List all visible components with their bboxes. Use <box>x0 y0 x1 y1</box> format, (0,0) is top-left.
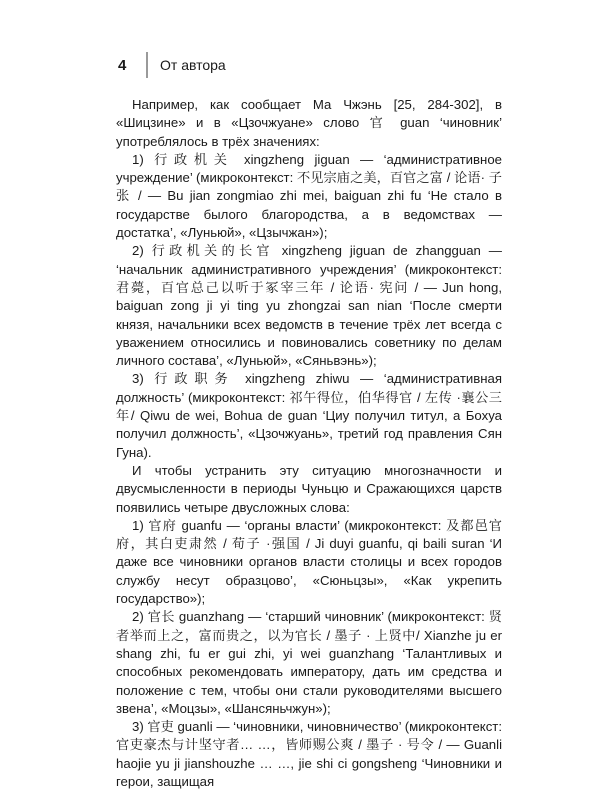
paragraph: И чтобы устранить эту ситуацию многозначности и двусмысленности в периоды Чуньцю и Сражающихся царств появились четыре двусложных слова: <box>116 462 502 515</box>
paragraph: 1) 行政机关 xingzheng jiguan — ‘административное учреждение’ (микроконтекст: 不见宗庙之美，百官之富 / 论语· 子张 / — Bu jian zongmiao zhi mei, baiguan zhi fu ‘Не стало в государстве былого благородства, а в ведомствах — достатка’, «Луньюй», «Цзычжан»); <box>116 151 502 241</box>
paragraph: 1) 官府 guanfu — ‘органы власти’ (микроконтекст: 及都邑官府，其白吏肃然 / 荀子 ·强国 / Ji duyi guanfu, qi baili suran ‘И даже все чиновники органов власти столицы и всех городов службу несут образцово’, «Сюньцзы», «Как укрепить государство»); <box>116 517 502 607</box>
header-divider <box>146 52 148 78</box>
paragraph: Например, как сообщает Ма Чжэнь [25, 284-302], в «Шицзине» и в «Цзочжуане» слово 官 guan ‘чиновник’ употреблялось в трёх значениях: <box>116 97 502 149</box>
running-title: От автора <box>160 57 226 73</box>
paragraph: 2) 行政机关的长官 xingzheng jiguan de zhangguan — ‘начальник административного учреждения’ (микроконтекст: 君薨，百官总己以听于冢宰三年 / 论语· 宪问 / — Jun hong, baiguan zong ji yi ting yu zhongzai san nian ‘После смерти князя, начальники всех ведомств в течение трёх лет всегда с уважением относились и повиновались советнику по делам личного состава’, «Луньюй», «Сяньвэнь»); <box>116 243 502 369</box>
page-number: 4 <box>118 56 127 74</box>
body-text <box>116 96 502 791</box>
page-header <box>118 52 226 78</box>
paragraph: 3) 行政职务 xingzheng zhiwu — ‘административная должность’ (микроконтекст: 祁午得位，伯华得官 / 左传 ·襄公三年/ Qiwu de wei, Bohua de guan ‘Циу получил титул, а Бохуа получил должность’, «Цзочжуань», третий год правления Сян Гуна). <box>116 371 502 460</box>
paragraph: 2) 官长 guanzhang — ‘старший чиновник’ (микроконтекст: 贤者举而上之，富而贵之，以为官长 / 墨子 · 上贤中/ Xianzhe ju er shang zhi, fu er gui zhi, yi wei guanzhang ‘Талантливых и способных рекомендовать императору, дать им средства и положение с тем, чтобы они стали руководителями высшего звена’, «Моцзы», «Шансяньчжун»); <box>116 609 502 716</box>
paragraph: 3) 官吏 guanli — ‘чиновники, чиновничество’ (микроконтекст: 官吏豪杰与计坚守者… …，皆师赐公爽 / 墨子 · 号令 / — Guanli haojie yu ji jianshouzhe … …, jie shi ci gongsheng ‘Чиновники и герои, защищая <box>116 719 502 789</box>
